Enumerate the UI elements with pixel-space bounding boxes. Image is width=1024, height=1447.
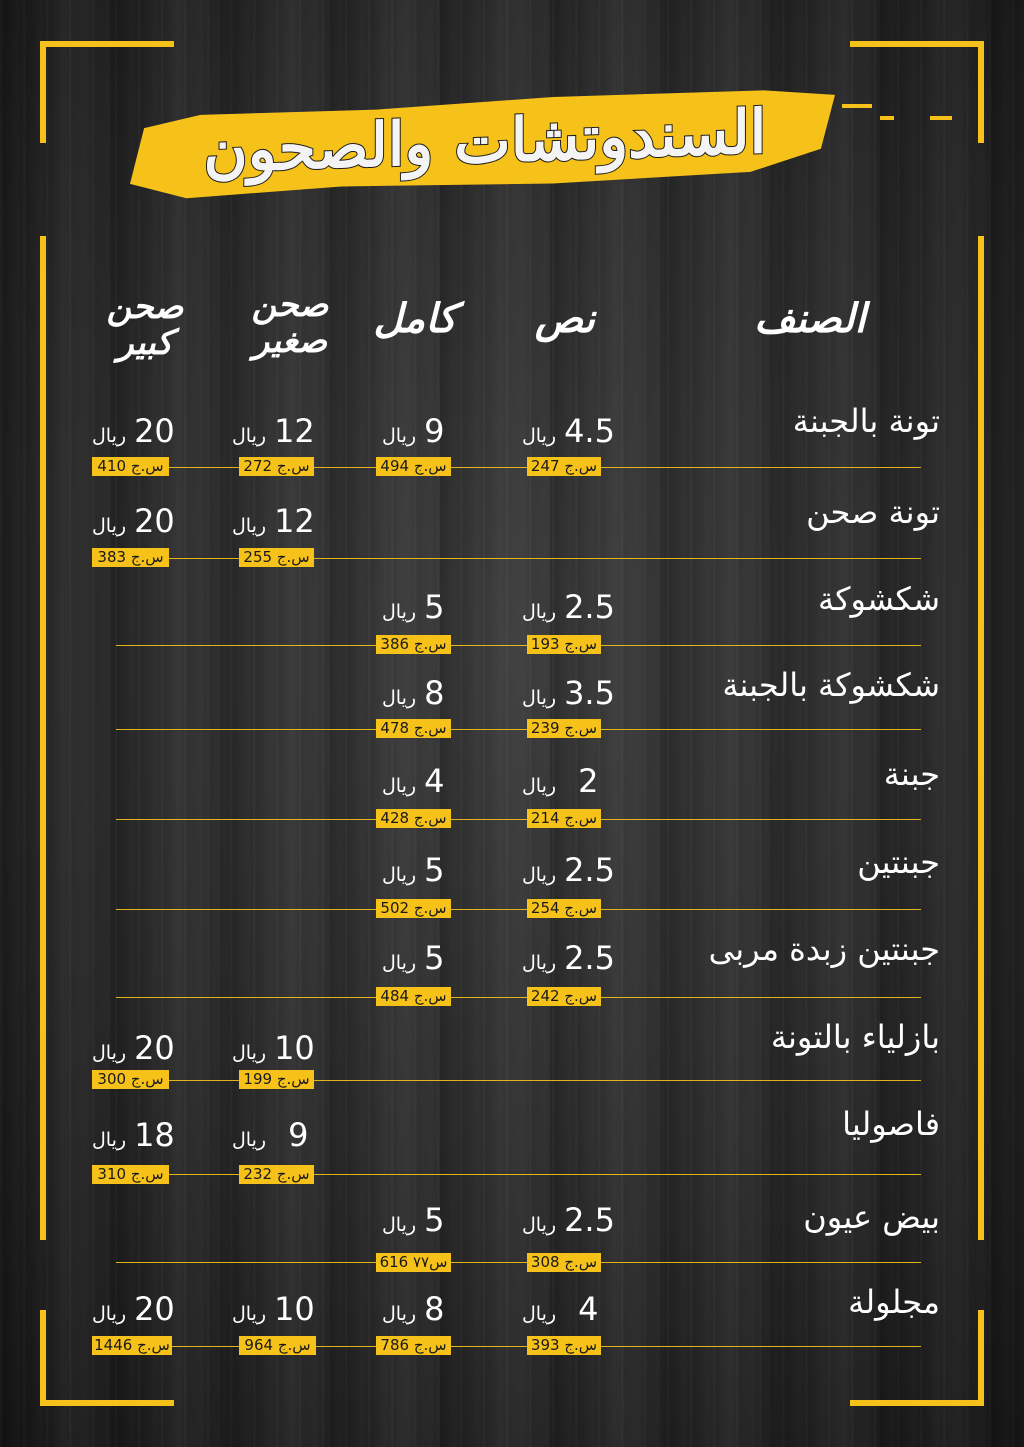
row-line [116,558,921,559]
price-full: ريال 5 [382,851,445,889]
frame-bottom-right-h [850,1400,984,1406]
frame-bottom-right-v [978,1310,984,1406]
frame-top-right-v [978,41,984,143]
row-line [116,1346,921,1347]
price-full: ريال 5 [382,1201,445,1239]
item-name: جبنة [883,755,940,793]
item-name: مجلولة [848,1283,940,1321]
alt-price-full: 502 س.ج [376,899,451,918]
frame-top-left-v [40,41,46,143]
item-name: بيض عيون [803,1198,940,1236]
price-half: ريال 2.5 [522,851,615,889]
header-half: نص [534,295,596,342]
price-large-plate: ريال 18 [92,1116,175,1154]
price-large-plate: ريال 20 [92,412,175,450]
row-line [116,1174,921,1175]
alt-price-half: 239 س.ج [527,719,601,738]
row-line [116,1262,921,1263]
alt-price-full: 386 س.ج [376,635,451,654]
header-item: الصنف [754,295,866,342]
price-half: ريال 2 [522,762,599,800]
item-name: تونة بالجبنة [792,402,940,440]
alt-price-small-plate: 964 س.ج [239,1336,316,1355]
row-line [116,909,921,910]
price-full: ريال 8 [382,1290,445,1328]
alt-price-half: 193 س.ج [527,635,601,654]
alt-price-half: 242 س.ج [527,987,601,1006]
alt-price-half: 214 س.ج [527,809,601,828]
price-half: ريال 4 [522,1290,599,1328]
row-line [116,997,921,998]
alt-price-full: 478 س.ج [376,719,451,738]
alt-price-large-plate: 310 س.ج [92,1165,169,1184]
frame-top-left-h [40,41,174,47]
price-large-plate: ريال 20 [92,1290,175,1328]
alt-price-full: 428 س.ج [376,809,451,828]
price-full: ريال 8 [382,674,445,712]
item-name: شكشوكة بالجبنة [722,666,940,704]
frame-right-side [978,236,984,1240]
price-small-plate: ريال 10 [232,1290,315,1328]
header-small-plate: صحن صغير [251,285,329,361]
price-small-plate: ريال 12 [232,502,315,540]
alt-price-half: 393 س.ج [527,1336,601,1355]
frame-bottom-left-v [40,1310,46,1406]
price-full: ريال 5 [382,939,445,977]
header-full: كامل [373,295,457,342]
alt-price-full: 494 س.ج [376,457,451,476]
alt-price-small-plate: 272 س.ج [239,457,314,476]
item-name: شكشوكة [818,580,940,618]
item-name: جبنتين زبدة مربى [708,930,940,968]
row-line [116,729,921,730]
price-half: ريال 3.5 [522,674,615,712]
alt-price-small-plate: 255 س.ج [239,548,314,567]
alt-price-large-plate: 1446 س.ج [92,1336,172,1355]
alt-price-large-plate: 383 س.ج [92,548,169,567]
price-half: ريال 4.5 [522,412,615,450]
item-name: فاصوليا [842,1105,940,1143]
item-name: جبنتين [857,843,940,881]
price-large-plate: ريال 20 [92,1029,175,1067]
price-small-plate: ريال 12 [232,412,315,450]
alt-price-full: 616 س٧٧ [376,1253,451,1272]
row-line [116,467,921,468]
header-large-plate: صحن كبير [106,287,184,363]
frame-top-right-h [850,41,984,47]
price-half: ريال 2.5 [522,939,615,977]
price-full: ريال 9 [382,412,445,450]
price-small-plate: ريال 9 [232,1116,309,1154]
price-half: ريال 2.5 [522,1201,615,1239]
price-large-plate: ريال 20 [92,502,175,540]
alt-price-full: 484 س.ج [376,987,451,1006]
item-name: تونة صحن [806,493,940,531]
alt-price-half: 247 س.ج [527,457,601,476]
alt-price-large-plate: 300 س.ج [92,1070,169,1089]
price-small-plate: ريال 10 [232,1029,315,1067]
row-line [116,645,921,646]
title-brush-streak-3 [930,116,952,120]
page-title: السندوتشات والصحون [203,97,767,187]
alt-price-half: 308 س.ج [527,1253,601,1272]
alt-price-small-plate: 199 س.ج [239,1070,314,1089]
frame-left-side [40,236,46,1240]
title-brush-streak-1 [842,104,872,108]
row-line [116,819,921,820]
price-half: ريال 2.5 [522,588,615,626]
price-full: ريال 5 [382,588,445,626]
title-brush-streak-2 [880,116,894,120]
item-name: بازلياء بالتونة [770,1018,940,1056]
alt-price-half: 254 س.ج [527,899,601,918]
frame-bottom-left-h [40,1400,174,1406]
price-full: ريال 4 [382,762,445,800]
alt-price-full: 786 س.ج [376,1336,451,1355]
alt-price-small-plate: 232 س.ج [239,1165,314,1184]
alt-price-large-plate: 410 س.ج [92,457,169,476]
row-line [116,1080,921,1081]
